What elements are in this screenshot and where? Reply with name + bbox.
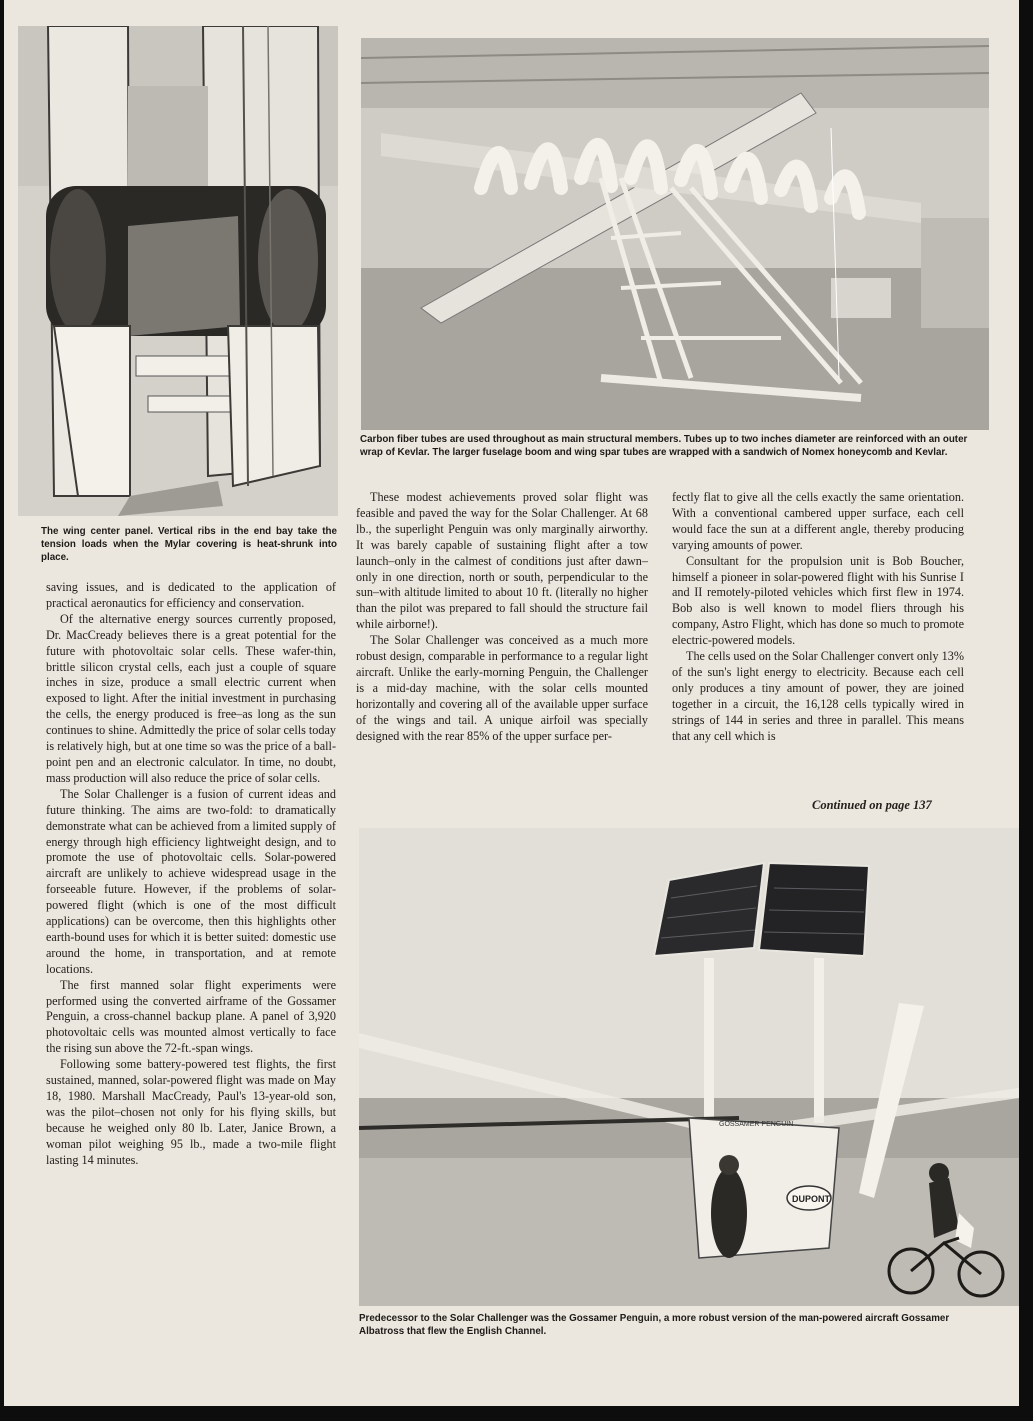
article-column-3 [672, 490, 964, 745]
wing-panel-illustration [18, 26, 338, 516]
article-column-2 [356, 490, 648, 745]
col1-paragraph: saving issues, and is dedicated to the application of practical aeronautics for efficiency and conservation. [46, 580, 336, 610]
col3-paragraph: The cells used on the Solar Challenger convert only 13% of the sun's light energy to electricity. Because each cell only produces a tiny amount of power, they are joined together in a circuit, the 16,128 cells typically wired in strings of 144 in series and three in parallel. This means that any cell which is [672, 649, 964, 743]
wing-center-panel-photo [18, 26, 338, 516]
col1-paragraph: Of the alternative energy sources currently proposed, Dr. MacCready believes there is a great potential for the future with photovoltaic solar cells. These wafer-thin, brittle silicon crystal cells, each just a couple of square inches in size, produce a small electric current when exposed to light. After the initial investment in purchasing the cells, the energy produced is free–as long as the sun continues to shine. Admittedly the price of solar cells today is relatively high, but at one time so was the price of a ball-point pen and an electronic calculator. In time, no doubt, mass production will also reduce the price of solar cells. [46, 611, 336, 785]
col3-paragraph: Consultant for the propulsion unit is Bob Boucher, himself a pioneer in solar-powered flight with his Sunrise I and II remotely-piloted vehicles which first flew in 1974. Bob also is well known to model fliers through his company, Astro Flight, which has done so much to promote electric-powered models. [672, 553, 964, 648]
penguin-illustration [359, 828, 1019, 1306]
dupont-logo-text: DUPONT [792, 1194, 830, 1204]
wing-panel-caption: The wing center panel. Vertical ribs in the end bay take the tension loads when the Mylar covering is heat-shrunk into place. [41, 526, 337, 563]
col2-paragraph: These modest achievements proved solar flight was feasible and paved the way for the Solar Challenger. At 68 lb., the superlight Penguin was only marginally airworthy. It was barely capable of sustaining flight after a tow launch–only in the calmest of conditions just after dawn–only in one direction, north or south, perpendicular to the sun–with altitude limited to about 10 ft. (literally no higher than the pilot was prepared to fall should the structure fail while airborne!). [356, 490, 648, 632]
gossamer-penguin-photo [359, 828, 1019, 1306]
penguin-caption: Predecessor to the Solar Challenger was the Gossamer Penguin, a more robust version of the man-powered aircraft Gossamer Albatross that flew the English Channel. [359, 1313, 950, 1337]
carbon-tubes-illustration [361, 38, 989, 430]
col1-paragraph: Following some battery-powered test flights, the first sustained, manned, solar-powered flight was made on May 18, 1980. Marshall MacCready, Paul's 13-year-old son, was the pilot–chosen not only for his flying skills, but because he weighed only 80 lb. Later, Janice Brown, a woman pilot weighing 95 lb., made a two-mile flight lasting 14 minutes. [46, 1057, 336, 1167]
col1-paragraph: The first manned solar flight experiments were performed using the converted airframe of the Gossamer Penguin, a cross-channel backup plane. A panel of 3,920 photovoltaic cells was mounted almost vertically to face the rising sun above the 72-ft.-span wings. [46, 977, 336, 1056]
carbon-fiber-tubes-photo [361, 38, 989, 430]
col1-paragraph: The Solar Challenger is a fusion of current ideas and future thinking. The aims are two-fold: to dramatically demonstrate what can be achieved from a limited supply of energy through high efficiency lightweight design, and to promote the use of photovoltaic cells. Solar-powered aircraft are unlikely to achieve widespread usage in the forseeable future. However, if the problems of solar-powered flight (which is one of the most difficult applications) can be overcome, then this highlights other earth-bound uses for which it is better suited: domestic use around the home, in transportation, and at remote locations. [46, 786, 336, 976]
continued-on-page-note: Continued on page 137 [812, 798, 932, 812]
fuselage-lettering: GOSSAMER PENGUIN [719, 1121, 794, 1128]
col2-paragraph: The Solar Challenger was conceived as a much more robust design, comparable in performance to a regular light aircraft. Unlike the early-morning Penguin, the Challenger is a mid-day machine, with the solar cells mounted horizontally and covering all of the available upper surface of the wings and tail. A unique airfoil was specially designed with the rear 85% of the upper surface per- [356, 633, 648, 743]
col3-paragraph: fectly flat to give all the cells exactly the same orientation. With a conventional cambered upper surface, each cell would face the sun at a different angle, thereby producing varying amounts of power. [672, 490, 964, 552]
carbon-tubes-caption: Carbon fiber tubes are used throughout as main structural members. Tubes up to two inches diameter are reinforced with an outer wrap of Kevlar. The larger fuselage boom and wing spar tubes are wrapped with a sandwich of Nomex honeycomb and Kevlar. [360, 434, 968, 458]
article-column-1 [46, 580, 336, 1169]
magazine-page [4, 0, 1019, 1406]
